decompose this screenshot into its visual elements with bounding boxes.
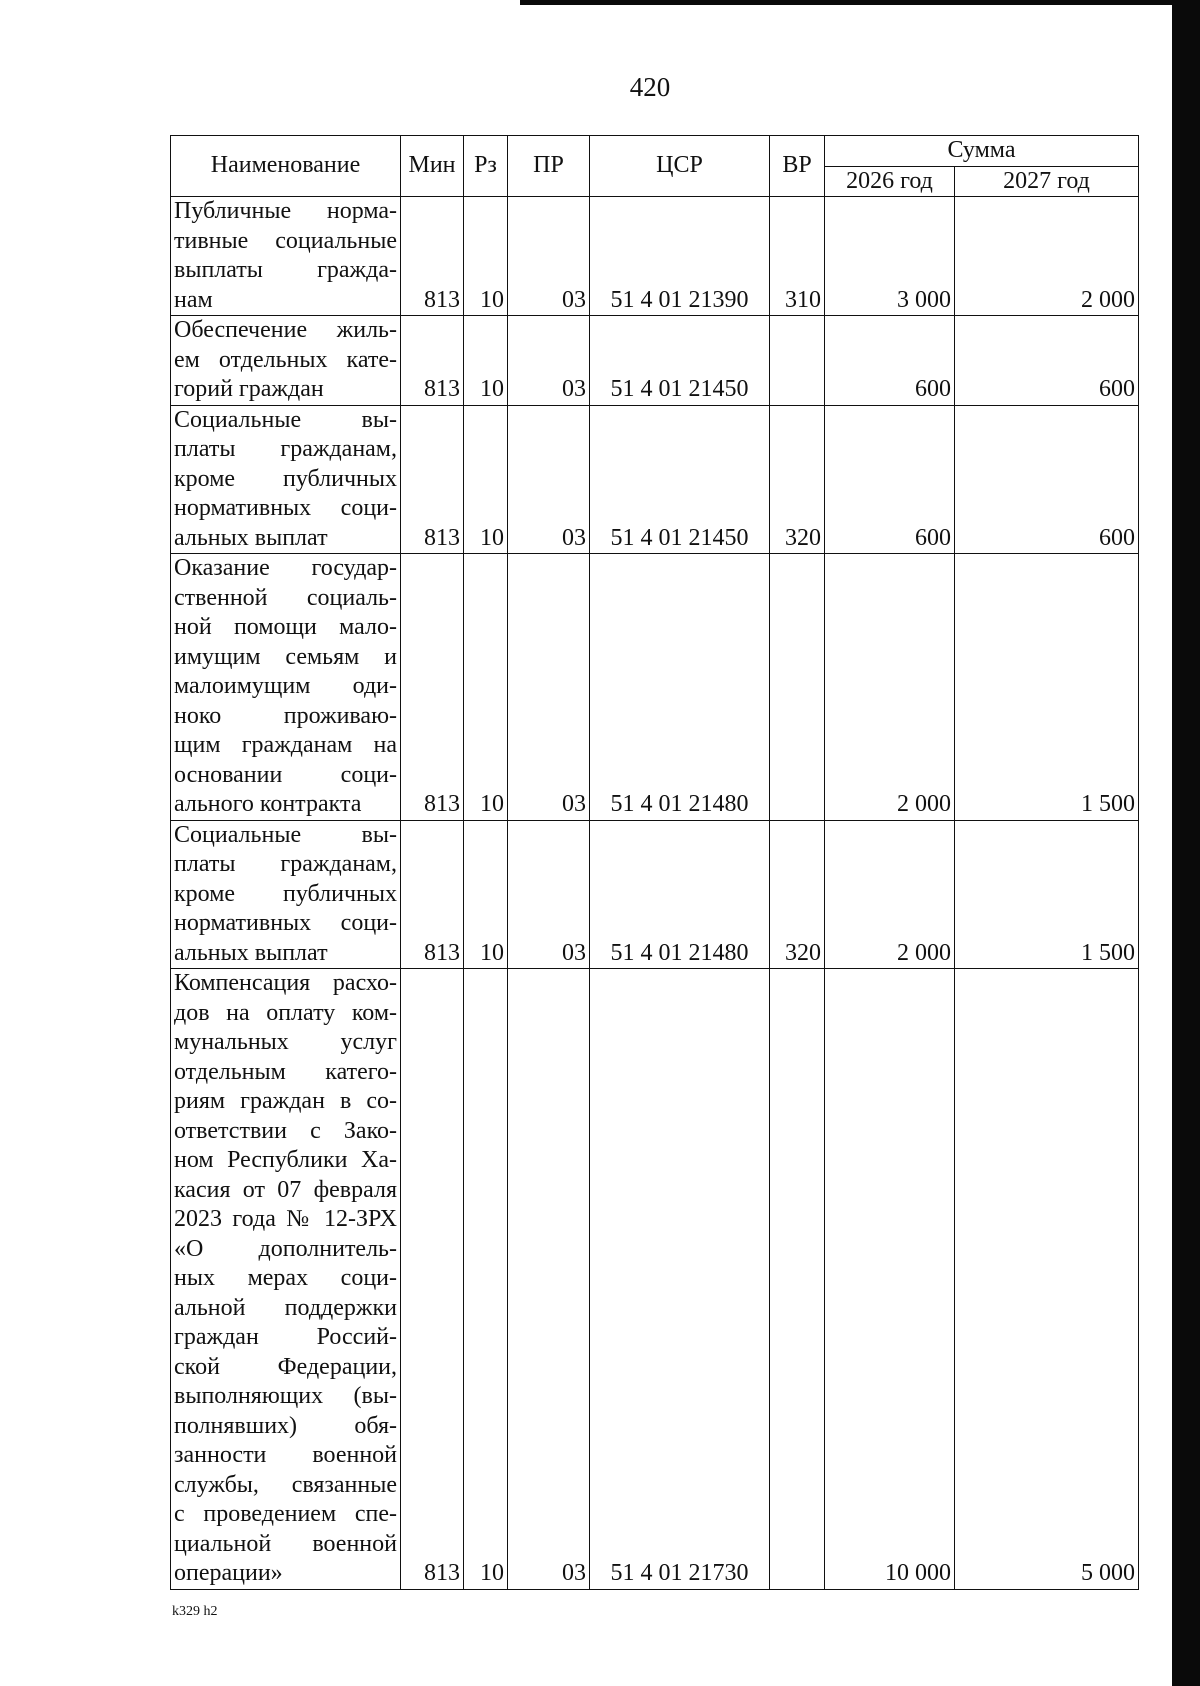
row-sum-2027: 2 000 bbox=[955, 197, 1139, 316]
row-name-line: альных выплат bbox=[174, 939, 328, 966]
row-csr: 51 4 01 21730 bbox=[590, 969, 770, 1590]
row-name-line: нормативных соци- bbox=[174, 495, 397, 521]
row-name-line: Компенсация расхо- bbox=[174, 970, 397, 996]
row-vr: 320 bbox=[770, 820, 825, 969]
row-name bbox=[171, 969, 401, 1590]
row-name-line: ального контракта bbox=[174, 791, 362, 817]
row-name-line: операции» bbox=[174, 1560, 283, 1586]
scan-edge-top bbox=[520, 0, 1200, 5]
row-name-line: Социальные вы- bbox=[174, 406, 397, 433]
table-row bbox=[171, 969, 1139, 1590]
row-name-line: альных выплат bbox=[174, 524, 328, 551]
row-rz: 10 bbox=[464, 969, 508, 1590]
row-rz: 10 bbox=[464, 554, 508, 821]
row-name-line: нормативных соци- bbox=[174, 910, 397, 936]
row-name-line: занности военной bbox=[174, 1442, 397, 1468]
row-name-line: ноко проживаю- bbox=[174, 702, 397, 729]
row-name-line: службы, связанные bbox=[174, 1471, 397, 1498]
row-pr: 03 bbox=[508, 197, 590, 316]
row-sum-2026: 600 bbox=[825, 316, 955, 406]
row-rz: 10 bbox=[464, 405, 508, 554]
row-name-line: дов на оплату ком- bbox=[174, 999, 397, 1026]
row-sum-2027: 1 500 bbox=[955, 554, 1139, 821]
row-name-line: малоимущим оди- bbox=[174, 673, 397, 699]
row-name-line: касия от 07 февраля bbox=[174, 1176, 397, 1203]
row-sum-2026: 3 000 bbox=[825, 197, 955, 316]
row-vr bbox=[770, 554, 825, 821]
row-min: 813 bbox=[401, 554, 464, 821]
row-name-line: ных мерах соци- bbox=[174, 1265, 397, 1291]
row-name-line: Оказание государ- bbox=[174, 555, 397, 581]
row-name bbox=[171, 197, 401, 316]
header-sum: Сумма bbox=[825, 136, 1139, 167]
row-min: 813 bbox=[401, 969, 464, 1590]
row-rz: 10 bbox=[464, 820, 508, 969]
row-csr: 51 4 01 21390 bbox=[590, 197, 770, 316]
row-name-line: щим гражданам на bbox=[174, 732, 397, 758]
footer-code: k329 h2 bbox=[172, 1604, 218, 1619]
row-name-line: граждан Россий- bbox=[174, 1324, 397, 1350]
row-name bbox=[171, 820, 401, 969]
header-pr: ПР bbox=[508, 136, 590, 197]
table-row bbox=[171, 554, 1139, 821]
row-sum-2026: 2 000 bbox=[825, 554, 955, 821]
row-name-line: Публичные норма- bbox=[174, 198, 397, 224]
row-sum-2027: 1 500 bbox=[955, 820, 1139, 969]
header-min: Мин bbox=[401, 136, 464, 197]
row-name-line: основании соци- bbox=[174, 761, 397, 788]
row-rz: 10 bbox=[464, 316, 508, 406]
header-vr: ВР bbox=[770, 136, 825, 197]
row-name-line: ном Республики Ха- bbox=[174, 1147, 397, 1173]
row-vr bbox=[770, 969, 825, 1590]
row-min: 813 bbox=[401, 820, 464, 969]
row-sum-2026: 10 000 bbox=[825, 969, 955, 1590]
row-rz: 10 bbox=[464, 197, 508, 316]
budget-table bbox=[170, 135, 1139, 1590]
row-name bbox=[171, 316, 401, 406]
row-name-line: тивные социальные bbox=[174, 227, 397, 254]
row-name-line: отдельным катего- bbox=[174, 1058, 397, 1085]
row-min: 813 bbox=[401, 405, 464, 554]
row-name-line: «О дополнитель- bbox=[174, 1235, 397, 1262]
table-row bbox=[171, 820, 1139, 969]
row-pr: 03 bbox=[508, 969, 590, 1590]
row-name-line: полнявших) обя- bbox=[174, 1412, 397, 1439]
row-vr bbox=[770, 316, 825, 406]
header-year-2026: 2026 год bbox=[825, 166, 955, 197]
row-name-line: кроме публичных bbox=[174, 880, 397, 907]
row-name-line: горий граждан bbox=[174, 376, 324, 402]
table-body bbox=[171, 197, 1139, 1590]
header-rz: Рз bbox=[464, 136, 508, 197]
row-name-line: кроме публичных bbox=[174, 465, 397, 492]
row-name-line: мунальных услуг bbox=[174, 1029, 397, 1055]
row-name-line: нам bbox=[174, 286, 213, 313]
row-min: 813 bbox=[401, 316, 464, 406]
row-csr: 51 4 01 21450 bbox=[590, 316, 770, 406]
table-row bbox=[171, 197, 1139, 316]
row-sum-2027: 5 000 bbox=[955, 969, 1139, 1590]
row-pr: 03 bbox=[508, 820, 590, 969]
row-sum-2027: 600 bbox=[955, 316, 1139, 406]
table-row bbox=[171, 405, 1139, 554]
row-name-line: ем отдельных кате- bbox=[174, 346, 397, 373]
row-vr: 310 bbox=[770, 197, 825, 316]
row-pr: 03 bbox=[508, 554, 590, 821]
header-name: Наименование bbox=[171, 136, 401, 197]
header-csr: ЦСР bbox=[590, 136, 770, 197]
row-name-line: платы гражданам, bbox=[174, 436, 397, 462]
row-sum-2026: 2 000 bbox=[825, 820, 955, 969]
row-sum-2027: 600 bbox=[955, 405, 1139, 554]
row-name-line: с проведением спе- bbox=[174, 1501, 397, 1527]
row-pr: 03 bbox=[508, 316, 590, 406]
row-name-line: выплаты гражда- bbox=[174, 257, 397, 283]
row-name-line: Социальные вы- bbox=[174, 821, 397, 848]
row-name-line: выполняющих (вы- bbox=[174, 1383, 397, 1409]
row-name-line: имущим семьям и bbox=[174, 643, 397, 670]
row-name-line: циальной военной bbox=[174, 1530, 397, 1557]
row-name-line: платы гражданам, bbox=[174, 851, 397, 877]
row-name bbox=[171, 554, 401, 821]
row-pr: 03 bbox=[508, 405, 590, 554]
row-name-line: 2023 года № 12-ЗРХ bbox=[174, 1206, 397, 1232]
row-csr: 51 4 01 21480 bbox=[590, 820, 770, 969]
row-name-line: ственной социаль- bbox=[174, 584, 397, 611]
row-vr: 320 bbox=[770, 405, 825, 554]
scan-edge-right bbox=[1172, 0, 1200, 1686]
row-name-line: ской Федерации, bbox=[174, 1353, 397, 1380]
row-sum-2026: 600 bbox=[825, 405, 955, 554]
row-name-line: риям граждан в со- bbox=[174, 1088, 397, 1114]
header-year-2027: 2027 год bbox=[955, 166, 1139, 197]
row-csr: 51 4 01 21480 bbox=[590, 554, 770, 821]
row-name-line: ответствии с Зако- bbox=[174, 1117, 397, 1144]
page-number: 420 bbox=[629, 72, 671, 102]
table-row bbox=[171, 316, 1139, 406]
row-name bbox=[171, 405, 401, 554]
row-csr: 51 4 01 21450 bbox=[590, 405, 770, 554]
row-name-line: Обеспечение жиль- bbox=[174, 317, 397, 343]
row-name-line: альной поддержки bbox=[174, 1294, 397, 1321]
row-name-line: ной помощи мало- bbox=[174, 614, 397, 640]
row-min: 813 bbox=[401, 197, 464, 316]
